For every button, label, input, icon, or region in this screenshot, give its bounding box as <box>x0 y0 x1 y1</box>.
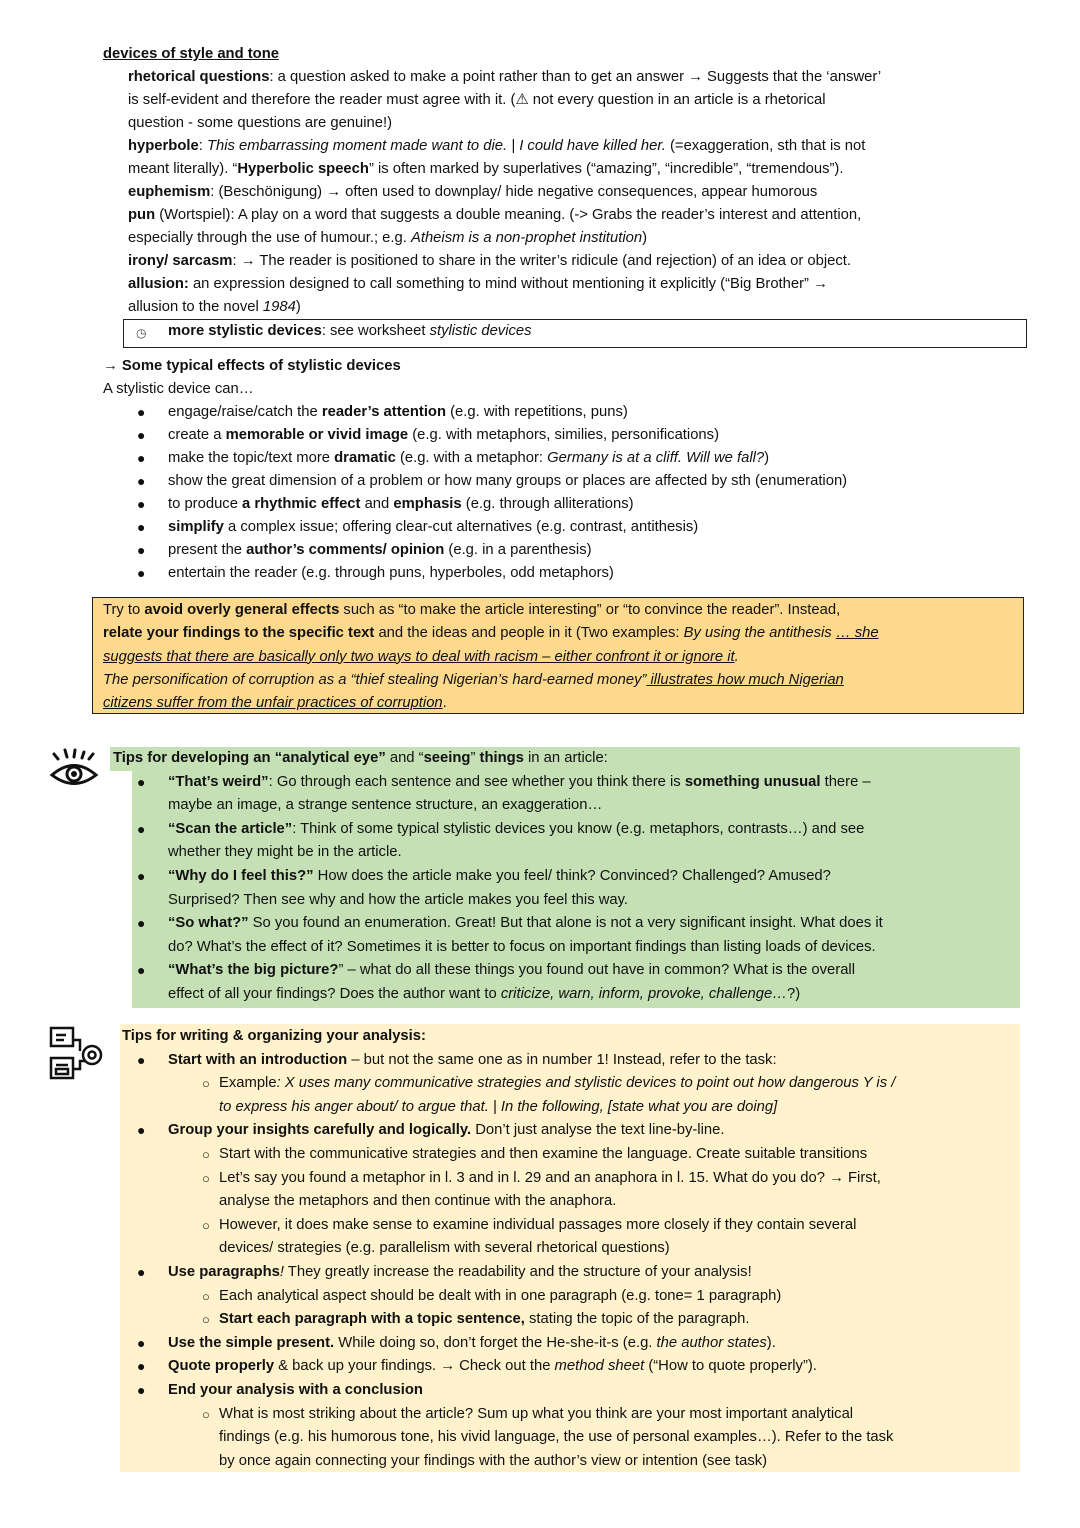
text-run: – but not the same one as in number 1! Instead, refer to the task: <box>347 1051 777 1068</box>
text-run: entertain the reader (e.g. through puns, hyperboles, odd metaphors) <box>168 565 614 581</box>
bullet-icon: ● <box>137 1381 146 1398</box>
list-item <box>103 447 847 470</box>
text-run: ). <box>766 1334 776 1351</box>
list-item <box>122 1072 895 1096</box>
text-run: is self-evident and therefore the reader must agree with it. (⚠ not every question in an article is a rhetorical <box>128 92 826 108</box>
text-run: Example <box>219 1075 277 1092</box>
text-line <box>122 1190 895 1214</box>
section-heading <box>113 747 883 771</box>
list-item <box>113 818 883 842</box>
text-run: relate your findings to the specific text <box>103 625 375 642</box>
text-line <box>113 794 883 818</box>
sub-bullet-icon: ○ <box>202 1312 210 1328</box>
text-run: Group your insights carefully and logically. <box>168 1122 472 1139</box>
text-run: While doing so, don’t forget the He-she-it-s (e.g. <box>334 1334 657 1351</box>
text-run: : <box>198 138 207 154</box>
text-line <box>103 296 881 319</box>
text-run: → Some typical effects of stylistic devices <box>103 358 401 374</box>
text-run: do? What’s the effect of it? Sometimes it is better to focus on important findings than listing loads of devices. <box>168 938 876 955</box>
text-run: This embarrassing moment made want to die. | I could have killed her. <box>206 138 666 154</box>
text-run: By using the antithesis <box>683 625 836 642</box>
text-run: memorable or vivid image <box>225 427 409 443</box>
list-item <box>103 424 847 447</box>
text-line <box>103 669 1023 692</box>
bullet-icon: ● <box>137 519 146 535</box>
text-run: citizens suffer from the unfair practices of corruption <box>103 695 443 712</box>
text-run: (e.g. in a parenthesis) <box>444 542 592 558</box>
text-run: illustrates how much Nigerian <box>646 671 844 688</box>
text-run: criticize, warn, inform, provoke, challenge… <box>500 985 788 1002</box>
section-heading <box>103 355 847 378</box>
text-line <box>103 250 881 273</box>
text-run: ” is often marked by superlatives (“amazing”, “incredible”, “tremendous”). <box>368 161 844 177</box>
text-run: . <box>734 648 739 665</box>
text-run: show the great dimension of a problem or how many groups or places are affected by sth (enumeration) <box>168 473 848 489</box>
text-line <box>103 692 1023 715</box>
text-run: (e.g. through alliterations) <box>461 496 634 512</box>
text-run: something unusual <box>684 773 821 790</box>
text-run: Let’s say you found a metaphor in l. 3 and in l. 29 and an anaphora in l. 15. What do you do? → First, <box>219 1169 881 1186</box>
typical-effects-section <box>103 355 847 585</box>
text-run: Start each paragraph with a topic sentence, <box>219 1311 525 1328</box>
text-run: Try to <box>103 602 145 618</box>
text-run: euphemism <box>128 184 211 200</box>
text-line <box>103 204 881 227</box>
text-run: simplify <box>168 519 224 535</box>
text-line <box>113 889 883 913</box>
text-line <box>122 1426 895 1450</box>
text-line <box>103 599 1023 622</box>
text-run: (e.g. with metaphors, similies, personifications) <box>408 427 719 443</box>
list-item <box>122 1261 895 1285</box>
text-line <box>168 320 532 343</box>
text-run: maybe an image, a strange sentence structure, an exaggeration… <box>168 797 603 814</box>
text-run: and the ideas and people in it (Two examples: <box>374 625 684 642</box>
text-run: Atheism is a non-prophet institution <box>410 230 643 246</box>
text-run: the author states <box>656 1334 767 1351</box>
text-run: effect of all your findings? Does the author want to <box>168 985 501 1002</box>
text-run: to produce <box>168 496 243 512</box>
list-item <box>122 1403 895 1427</box>
text-run: analyse the metaphors and then continue with the anaphora. <box>219 1193 617 1210</box>
text-line <box>122 1096 895 1120</box>
text-run: (=exaggeration, sth that is not <box>665 138 866 154</box>
text-run: (e.g. with repetitions, puns) <box>446 404 628 420</box>
text-run: They greatly increase the readability and the structure of your analysis! <box>283 1263 752 1280</box>
text-run: How does the article make you feel/ think? Convinced? Challenged? Amused? <box>313 867 831 884</box>
text-run: suggests that there are basically only two ways to deal with racism – either confront it or ignore it <box>103 648 735 665</box>
section-heading <box>103 43 881 66</box>
text-run: allusion to the novel <box>128 299 263 315</box>
bullet-icon: ● <box>137 915 146 932</box>
text-run: “That’s weird” <box>168 773 269 790</box>
text-run: such as “to make the article interesting” or “to convince the reader”. Instead, <box>339 602 841 618</box>
text-run: (“How to quote properly”). <box>644 1358 817 1375</box>
text-run: dramatic <box>334 450 396 466</box>
text-run: “What’s the big picture? <box>168 962 339 979</box>
list-item <box>113 959 883 983</box>
text-line <box>113 841 883 865</box>
bullet-icon: ● <box>137 542 146 558</box>
text-run: Don’t just analyse the text line-by-line. <box>471 1122 725 1139</box>
sub-bullet-icon: ○ <box>202 1288 210 1304</box>
list-item <box>103 539 847 562</box>
text-run: Use paragraphs <box>168 1263 280 1280</box>
text-run: seeing <box>423 750 471 766</box>
bullet-icon: ● <box>137 820 146 837</box>
text-line <box>103 158 881 181</box>
sub-bullet-icon: ○ <box>202 1076 210 1092</box>
text-line <box>103 66 881 89</box>
list-item <box>122 1119 895 1143</box>
list-item <box>113 865 883 889</box>
text-run: author’s comments/ opinion <box>246 542 445 558</box>
list-item <box>113 912 883 936</box>
bullet-icon: ● <box>137 1263 146 1280</box>
text-run: there – <box>820 773 871 790</box>
devices-of-style-section <box>103 43 881 319</box>
text-line <box>103 135 881 158</box>
bullet-icon: ● <box>137 496 146 512</box>
list-item <box>122 1167 895 1191</box>
text-run: make the topic/text more <box>168 450 335 466</box>
text-run: engage/raise/catch the <box>168 404 322 420</box>
text-run: irony/ sarcasm <box>128 253 233 269</box>
text-line <box>103 181 881 204</box>
list-item <box>122 1214 895 1238</box>
list-item <box>113 771 883 795</box>
text-line <box>103 273 881 296</box>
text-run: Each analytical aspect should be dealt with in one paragraph (e.g. tone= 1 paragraph) <box>219 1287 782 1304</box>
text-run: A stylistic device can… <box>103 381 254 397</box>
list-item <box>122 1332 895 1356</box>
text-run: in an article: <box>523 750 608 766</box>
list-item <box>122 1143 895 1167</box>
text-run: : see worksheet <box>321 323 430 339</box>
writing-tips-section <box>122 1025 895 1473</box>
list-item <box>103 516 847 539</box>
text-run: Use the simple present. <box>168 1334 335 1351</box>
text-run: ?) <box>787 985 801 1002</box>
text-run: more stylistic devices <box>168 323 322 339</box>
bullet-icon: ● <box>137 1358 146 1375</box>
text-run: : a question asked to make a point rather than to get an answer → Suggests that the ‘answer’ <box>269 69 882 85</box>
text-run: Hyperbolic speech <box>237 161 369 177</box>
text-line <box>113 983 883 1007</box>
text-run: pun <box>128 207 156 223</box>
text-run: avoid overly general effects <box>144 602 340 618</box>
text-run: : X uses many communicative strategies and stylistic devices to point out how dangerous Y is / <box>276 1075 896 1092</box>
list-item <box>122 1308 895 1332</box>
text-run: create a <box>168 427 226 443</box>
text-run: “So what?” <box>168 915 249 932</box>
text-run: ! <box>279 1263 284 1280</box>
bullet-icon: ● <box>137 1122 146 1139</box>
text-run: ” <box>470 750 480 766</box>
bullet-icon: ● <box>137 962 146 979</box>
text-run: emphasis <box>393 496 462 512</box>
text-run: → <box>440 1358 456 1375</box>
text-run: … she <box>835 625 879 642</box>
text-run: (Wortspiel): A play on a word that suggests a double meaning. (-> Grabs the reader’s interest and attention, <box>155 207 862 223</box>
text-run: Surprised? Then see why and how the article makes you feel this way. <box>168 891 629 908</box>
text-line <box>103 89 881 112</box>
text-run: to express his anger about/ to argue that. | In the following, [state what you are doing] <box>219 1098 778 1115</box>
text-run: Check out the <box>455 1358 555 1375</box>
text-run: : Go through each sentence and see whether you think there is <box>268 773 685 790</box>
text-run: : → The reader is positioned to share in the writer’s ridicule (and rejection) of an idea or object. <box>232 253 851 269</box>
text-run: meant literally). “ <box>128 161 238 177</box>
text-run: “Scan the article” <box>168 820 293 837</box>
text-run: However, it does make sense to examine individual passages more closely if they contain several <box>219 1216 857 1233</box>
bullet-icon: ● <box>137 1334 146 1351</box>
text-line <box>122 1237 895 1261</box>
text-run: devices/ strategies (e.g. parallelism with several rhetorical questions) <box>219 1240 670 1257</box>
list-item <box>122 1355 895 1379</box>
text-run: rhetorical questions <box>128 69 270 85</box>
avoid-general-effects-box <box>92 597 1024 714</box>
flowchart-gear-icon <box>48 1025 106 1081</box>
text-run: present the <box>168 542 247 558</box>
text-run: . <box>442 695 447 712</box>
text-run: hyperbole <box>128 138 199 154</box>
bullet-icon: ● <box>137 450 146 466</box>
text-run: and “ <box>385 750 424 766</box>
text-run: & back up your findings. <box>274 1358 441 1375</box>
text-run: : (Beschönigung) → often used to downplay/ hide negative consequences, appear humorous <box>210 184 818 200</box>
text-run: (e.g. with a metaphor: <box>395 450 548 466</box>
text-run: method sheet <box>554 1358 645 1375</box>
text-line <box>122 1450 895 1474</box>
list-item <box>103 493 847 516</box>
text-line <box>113 936 883 960</box>
bullet-icon: ● <box>137 473 146 489</box>
text-run: reader’s attention <box>321 404 447 420</box>
sub-bullet-icon: ○ <box>202 1146 210 1162</box>
text-run: stylistic devices <box>429 323 532 339</box>
text-run: Tips for writing & organizing your analysis: <box>122 1028 426 1044</box>
text-run: whether they might be in the article. <box>168 844 402 861</box>
bullet-icon: ● <box>137 404 146 420</box>
text-run: ” – what do all these things you found out have in common? What is the overall <box>338 962 855 979</box>
text-run: End your analysis with a conclusion <box>168 1381 423 1398</box>
bullet-icon: ● <box>137 867 146 884</box>
info-clock-icon: ◷ <box>136 326 147 340</box>
list-item <box>122 1379 895 1403</box>
text-run: stating the topic of the paragraph. <box>524 1311 750 1328</box>
eye-icon <box>48 748 100 790</box>
list-item <box>103 562 847 585</box>
text-run: a rhythmic effect <box>242 496 361 512</box>
text-run: question - some questions are genuine!) <box>128 115 393 131</box>
text-run: Germany is at a cliff. Will we fall? <box>547 450 765 466</box>
text-run: by once again connecting your findings with the author’s view or intention (see task) <box>219 1452 768 1469</box>
text-run: 1984 <box>262 299 296 315</box>
text-run: findings (e.g. his humorous tone, his vivid language, the use of personal examples…). Refer to the task <box>219 1429 894 1446</box>
text-run: especially through the use of humour.; e.g. <box>128 230 411 246</box>
sub-bullet-icon: ○ <box>202 1406 210 1422</box>
list-item <box>103 401 847 424</box>
text-run: and <box>360 496 394 512</box>
text-run: So you found an enumeration. Great! But that alone is not a very significant insight. What does it <box>248 915 883 932</box>
bullet-icon: ● <box>137 427 146 443</box>
text-run: Tips for developing an “analytical eye” <box>113 750 386 766</box>
more-devices-text <box>168 320 532 343</box>
text-run: ) <box>764 450 770 466</box>
bullet-icon: ● <box>137 773 146 790</box>
text-run: allusion: <box>128 276 189 292</box>
text-run: Start with an introduction <box>168 1051 348 1068</box>
sub-bullet-icon: ○ <box>202 1170 210 1186</box>
text-line <box>103 112 881 135</box>
section-heading <box>103 378 847 401</box>
text-run: The personification of corruption as a “thief stealing Nigerian’s hard-earned money” <box>103 671 647 688</box>
bullet-icon: ● <box>137 1051 146 1068</box>
text-run: devices of style and tone <box>103 46 279 62</box>
text-line <box>103 646 1023 669</box>
text-run: “Why do I feel this?” <box>168 867 314 884</box>
text-run: ) <box>295 299 301 315</box>
text-run: Start with the communicative strategies and then examine the language. Create suitable transitions <box>219 1145 868 1162</box>
text-run: What is most striking about the article? Sum up what you think are your most important analytical <box>219 1405 854 1422</box>
list-item <box>103 470 847 493</box>
text-run: things <box>479 750 524 766</box>
list-item <box>122 1285 895 1309</box>
section-heading <box>122 1025 895 1049</box>
analytical-eye-section <box>113 747 883 1007</box>
text-run: Quote properly <box>168 1358 275 1375</box>
text-line <box>103 227 881 250</box>
list-item <box>122 1049 895 1073</box>
text-run: an expression designed to call something to mind without mentioning it explicitly (“Big Brother” → <box>188 276 828 292</box>
text-run: a complex issue; offering clear-cut alternatives (e.g. contrast, antithesis) <box>223 519 699 535</box>
more-devices-box <box>123 319 1027 348</box>
text-line <box>103 622 1023 645</box>
text-run: ) <box>642 230 648 246</box>
sub-bullet-icon: ○ <box>202 1217 210 1233</box>
text-run: : Think of some typical stylistic devices you know (e.g. metaphors, contrasts…) and see <box>292 820 865 837</box>
bullet-icon: ● <box>137 565 146 581</box>
